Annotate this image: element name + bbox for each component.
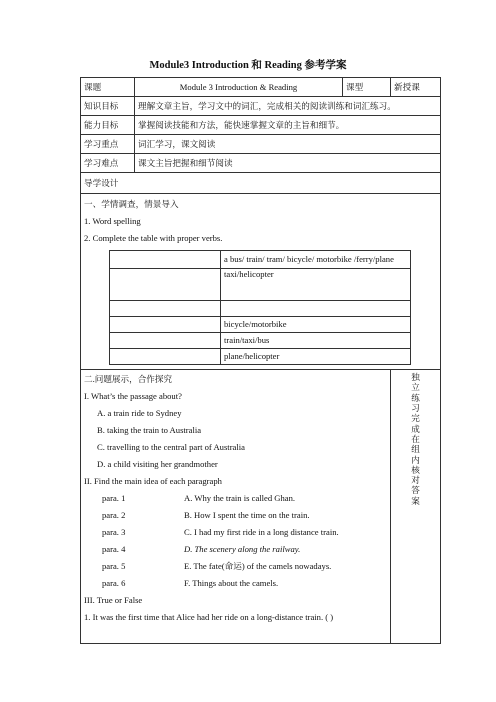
verb-blank[interactable] [110,301,221,317]
question-3: III. True or False [84,595,143,605]
true-false-1: 1. It was the first time that Alice had her ride on a long-distance train. ( ) [84,612,334,622]
para-item [84,524,387,541]
verb-blank[interactable] [110,251,221,269]
verb-blank[interactable] [110,317,221,333]
lesson-plan-table [80,77,441,644]
para-number: para. 4 [102,544,126,554]
verb-vehicles: a bus/ train/ tram/ bicycle/ motorbike /ferry/plane [221,251,411,269]
side-char: 独 [411,372,420,382]
row-value: 理解文章主旨，学习文中的词汇，完成相关的阅读训练和词汇练习。 [135,97,441,116]
section2-heading: 二.问题展示，合作探究 [84,374,173,384]
verb-table [109,250,411,365]
para-number: para. 1 [102,493,126,503]
verb-blank[interactable] [110,269,221,301]
para-idea: C. I had my first ride in a long distance train. [184,527,339,537]
q1-option: C. travelling to the central part of Australia [97,442,245,452]
subject-value: Module 3 Introduction & Reading [135,78,343,97]
side-char: 案 [411,495,420,506]
side-char: 对 [411,475,420,486]
verb-vehicles: bicycle/motorbike [221,317,411,333]
page-title: Module3 Introduction 和 Reading 参考学案 [149,60,347,71]
row-value: 词汇学习，课文阅读 [135,135,441,154]
verb-blank[interactable] [110,349,221,365]
q1-option: B. taking the train to Australia [97,425,202,435]
side-char: 在 [411,433,420,444]
verb-vehicles: train/taxi/bus [221,333,411,349]
side-char: 习 [411,402,420,413]
section2-cell [81,370,391,644]
section1-cell [81,194,441,370]
section1-item1: 1. Word spelling [84,216,141,226]
verb-vehicles: plane/helicopter [221,349,411,365]
subject-row [81,78,441,97]
para-item [84,490,387,507]
type-label: 课型 [343,78,391,97]
para-number: para. 3 [102,527,126,537]
verb-row [110,251,411,269]
section1-heading: 一、学情调查，情景导入 [84,199,179,209]
verb-row [110,333,411,349]
verb-vehicles [221,301,411,317]
guide-row [81,173,441,194]
verb-vehicles: taxi/helicopter [221,269,411,301]
side-char: 答 [411,485,420,496]
verb-row [110,349,411,365]
row-label: 知识目标 [81,97,135,116]
guide-label: 导学设计 [81,173,441,194]
section2-row [81,370,441,644]
para-number: para. 6 [102,578,126,588]
para-idea: A. Why the train is called Ghan. [184,493,296,503]
para-idea: B. How I spent the time on the train. [184,510,310,520]
para-number: para. 2 [102,510,126,520]
side-char: 练 [411,392,420,403]
row-label: 学习难点 [81,154,135,173]
knowledge-goal-row [81,97,441,116]
para-item [84,558,387,575]
para-number: para. 5 [102,561,126,571]
side-char: 核 [411,464,420,475]
key-point-row [81,135,441,154]
side-char: 组 [411,444,420,455]
row-value: 课文主旨把握和细节阅读 [135,154,441,173]
ability-goal-row [81,116,441,135]
side-char: 立 [411,382,420,393]
subject-label: 课题 [81,78,135,97]
row-label: 学习重点 [81,135,135,154]
verb-row [110,269,411,301]
type-value: 新授课 [391,78,441,97]
q1-option: A. a train ride to Sydney [97,408,182,418]
para-idea: D. The scenery along the railway. [184,544,301,554]
side-char: 内 [411,454,420,465]
row-value: 掌握阅读技能和方法，能快速掌握文章的主旨和细节。 [135,116,441,135]
difficulty-row [81,154,441,173]
question-2: II. Find the main idea of each paragraph [84,476,222,486]
section1-item2: 2. Complete the table with proper verbs. [84,233,223,243]
verb-blank[interactable] [110,333,221,349]
side-note [391,370,441,644]
side-char: 完 [411,413,420,424]
section1-row [81,194,441,370]
verb-row [110,317,411,333]
para-idea: F. Things about the camels. [184,578,279,588]
side-char: 成 [411,423,420,434]
verb-row [110,301,411,317]
para-item [84,575,387,592]
para-item [84,541,387,558]
para-idea: E. The fate(命运) of the camels nowadays. [184,561,332,571]
row-label: 能力目标 [81,116,135,135]
q1-option: D. a child visiting her grandmother [97,459,218,469]
question-1: I. What’s the passage about? [84,391,182,401]
para-item [84,507,387,524]
